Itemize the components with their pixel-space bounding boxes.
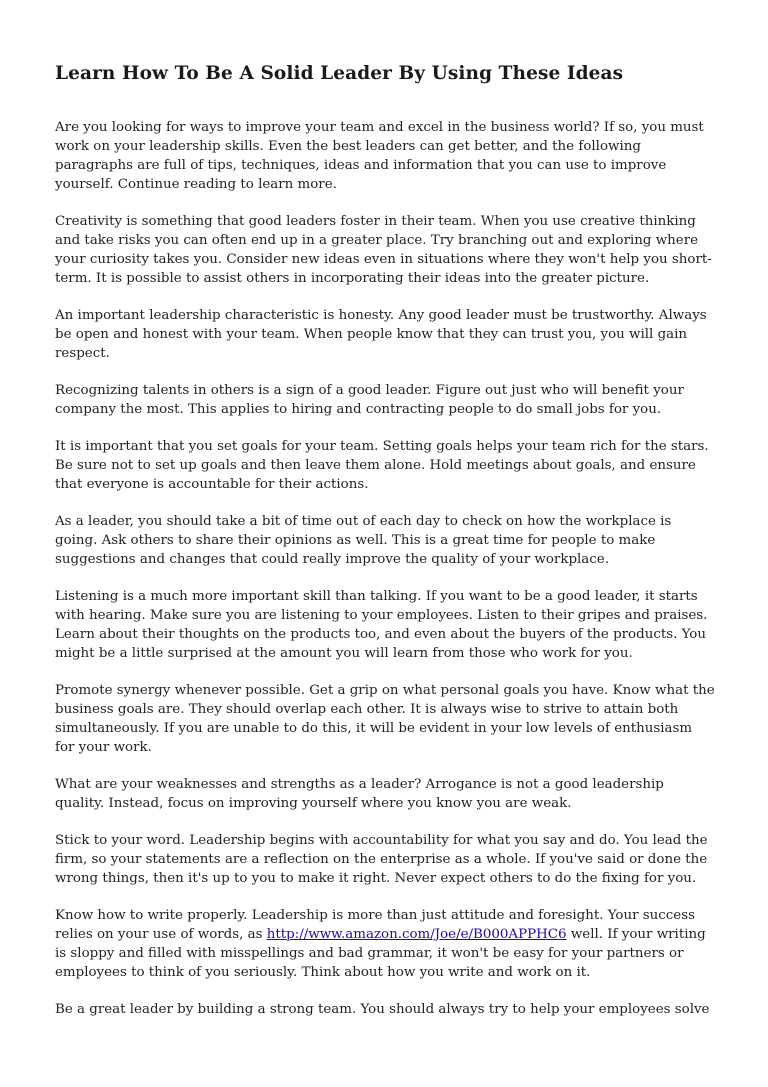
paragraph: Stick to your word. Leadership begins with accountability for what you say and do. You lead the firm, so your statements are a reflection on the enterprise as a whole. If you've said or done the wrong things, then it's up to you to make it right. Never expect others to do the fixing for you. xyxy=(55,833,708,886)
page-title: Learn How To Be A Solid Leader By Using These Ideas xyxy=(55,63,624,84)
amazon-link[interactable]: http://www.amazon.com/Joe/e/B000APPHC6 xyxy=(266,927,567,942)
link-paragraph-before: Know how to write properly. Leadership is more than just attitude and foresight. Your success relies on your use of words, as xyxy=(55,908,695,942)
link-paragraph-after: well. If your writing is sloppy and filled with misspellings and bad grammar, it won't be easy for your partners or employees to think of you seriously. Think about how you write and work on it. xyxy=(55,927,706,980)
paragraph: Recognizing talents in others is a sign of a good leader. Figure out just who will benefit your company the most. This applies to hiring and contracting people to do small jobs for you. xyxy=(55,383,684,417)
paragraph: Creativity is something that good leaders foster in their team. When you use creative thinking and take risks you can often end up in a greater place. Try branching out and exploring where your curiosity takes you. Consider new ideas even in situations where they won't help you short-term. It is possible to assist others in incorporating their ideas into the greater picture. xyxy=(55,214,712,286)
paragraph: Promote synergy whenever possible. Get a grip on what personal goals you have. Know what the business goals are. They should overlap each other. It is always wise to strive to attain both simultaneously. If you are unable to do this, it will be evident in your low levels of enthusiasm for your work. xyxy=(55,683,715,755)
paragraph: Are you looking for ways to improve your team and excel in the business world? If so, you must work on your leadership skills. Even the best leaders can get better, and the following paragraphs are full of tips, techniques, ideas and information that you can use to improve yourself. Continue reading to learn more. xyxy=(55,120,704,192)
paragraph-with-link xyxy=(55,906,715,982)
paragraph: As a leader, you should take a bit of time out of each day to check on how the workplace is going. Ask others to share their opinions as well. This is a great time for people to make suggestions and changes that could really improve the quality of your workplace. xyxy=(55,514,672,567)
document-page xyxy=(55,0,715,1037)
paragraph: Be a great leader by building a strong team. You should always try to help your employees solve xyxy=(55,1002,710,1017)
paragraph: What are your weaknesses and strengths as a leader? Arrogance is not a good leadership quality. Instead, focus on improving yourself where you know you are weak. xyxy=(55,777,664,811)
paragraph: It is important that you set goals for your team. Setting goals helps your team rich for the stars. Be sure not to set up goals and then leave them alone. Hold meetings about goals, and ensure that everyone is accountable for their actions. xyxy=(55,439,709,492)
paragraph: Listening is a much more important skill than talking. If you want to be a good leader, it starts with hearing. Make sure you are listening to your employees. Listen to their gripes and praises. Learn about their thoughts on the products too, and even about the buyers of the products. You might be a little surprised at the amount you will learn from those who work for you. xyxy=(55,589,708,661)
document-body xyxy=(55,118,715,1019)
paragraph: An important leadership characteristic is honesty. Any good leader must be trustworthy. Always be open and honest with your team. When people know that they can trust you, you will gain respect. xyxy=(55,308,707,361)
